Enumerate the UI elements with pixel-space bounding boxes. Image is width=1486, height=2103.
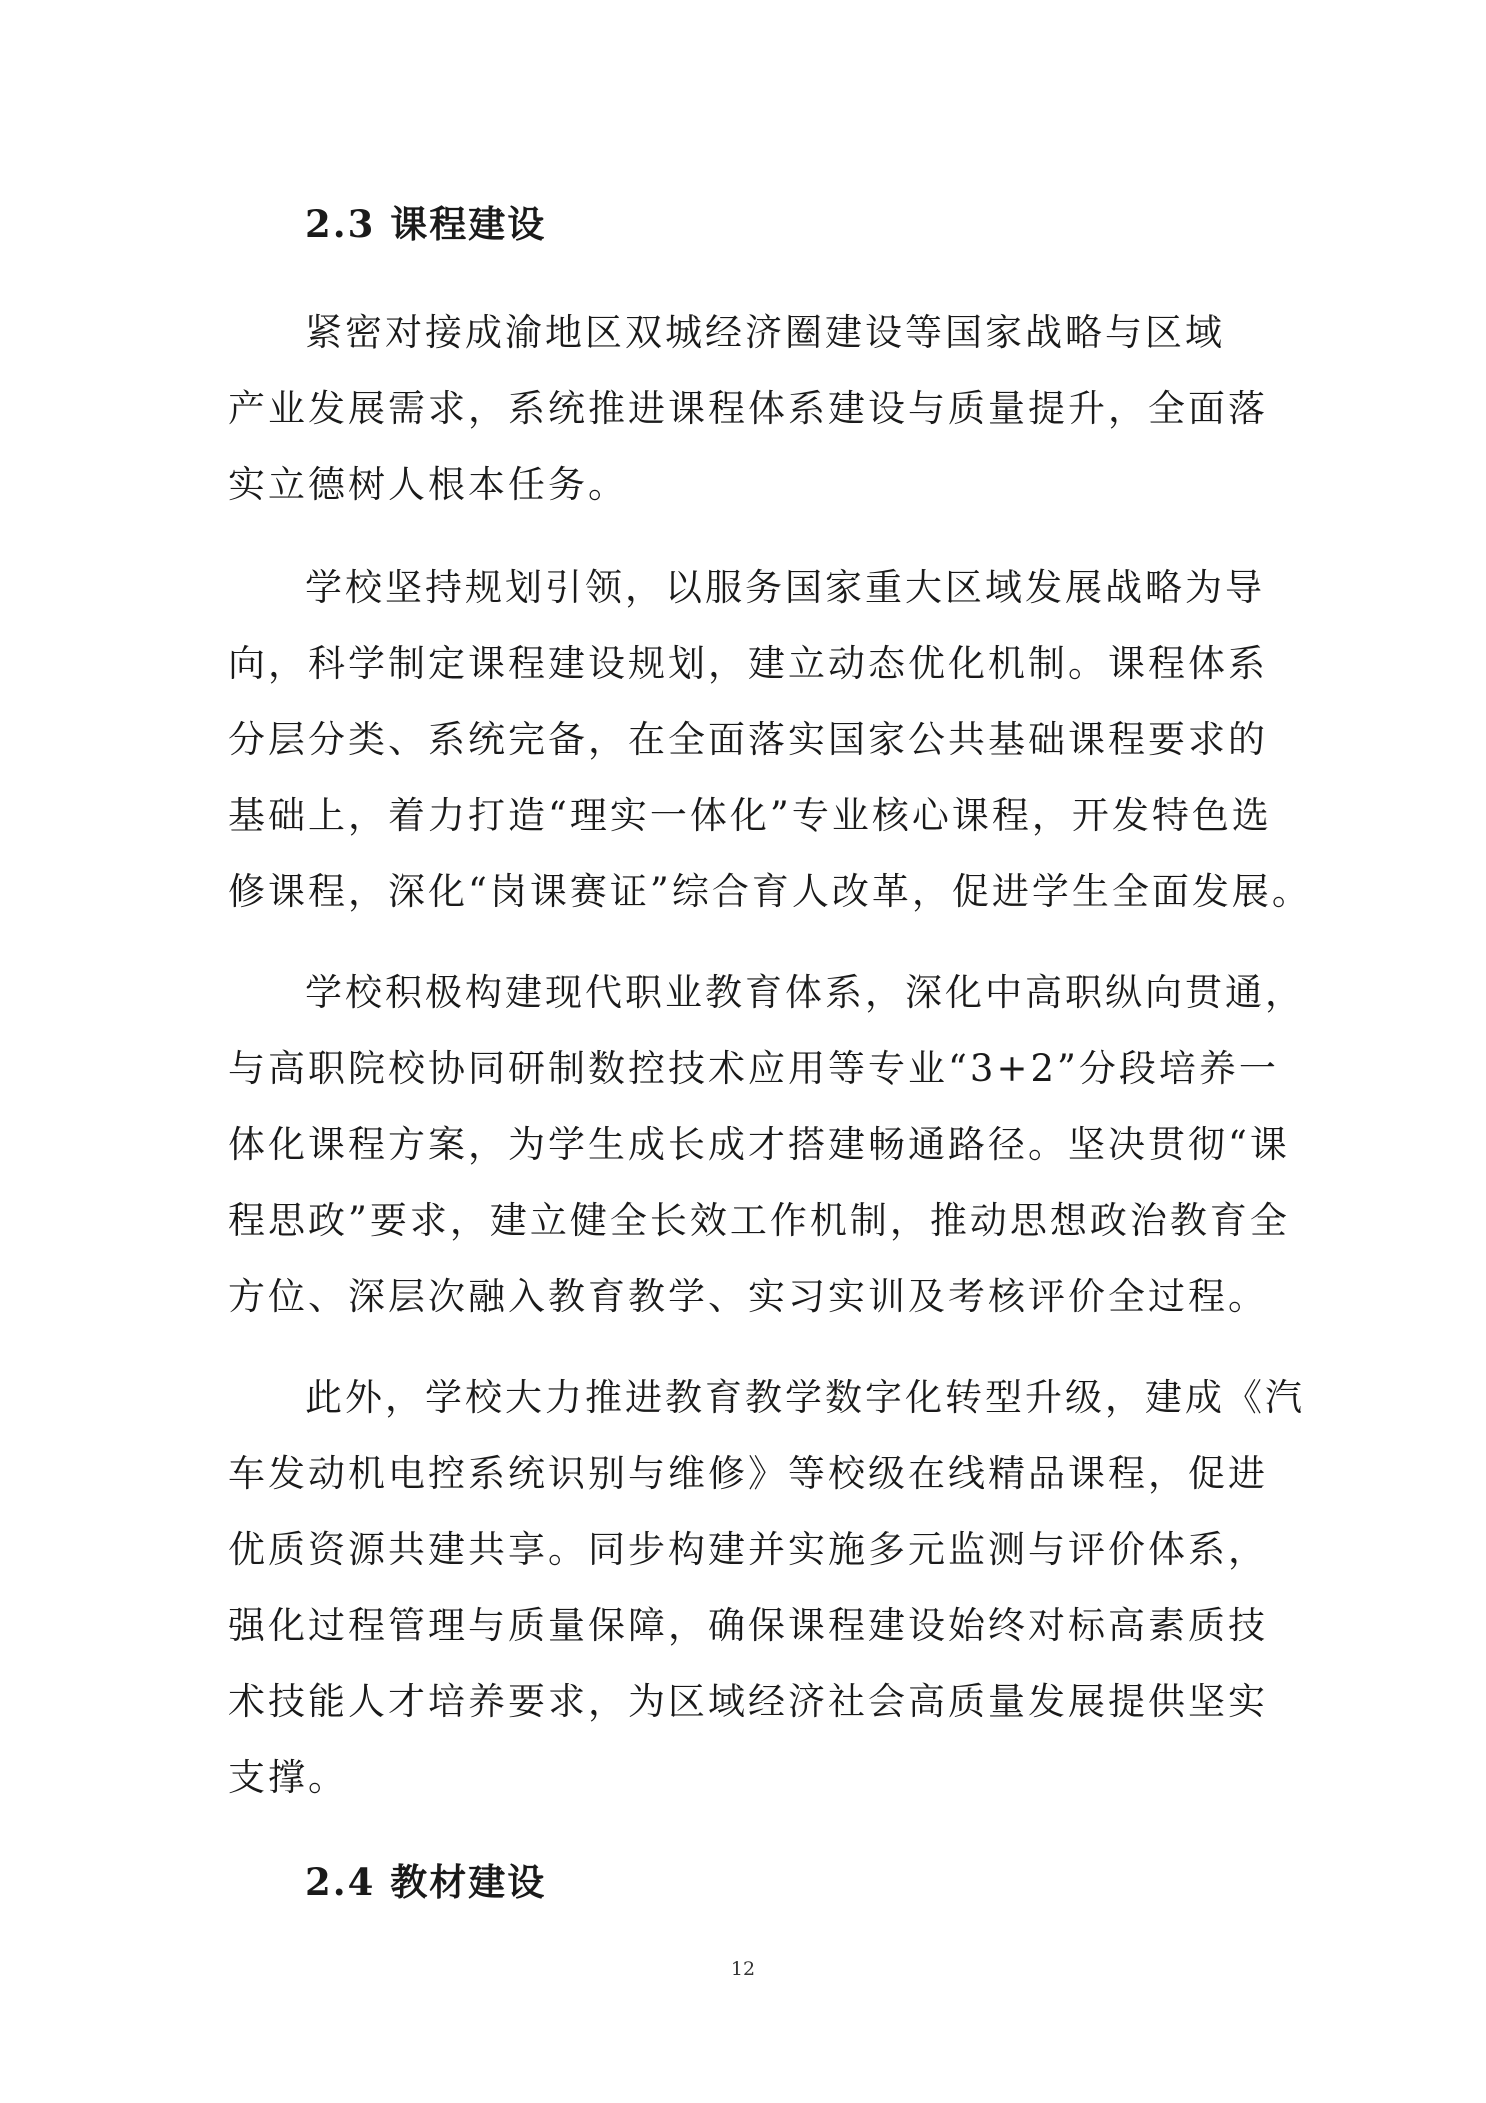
paragraph-line: 方位、深层次融入教育教学、实习实训及考核评价全过程。 <box>228 1275 1268 1318</box>
paragraph-line: 向，科学制定课程建设规划，建立动态优化机制。课程体系 <box>228 642 1268 685</box>
section-heading-course-construction: 2.3 课程建设 <box>305 202 547 246</box>
section-heading-textbook-construction: 2.4 教材建设 <box>305 1860 547 1904</box>
paragraph-line: 修课程，深化“岗课赛证”综合育人改革，促进学生全面发展。 <box>228 870 1312 913</box>
paragraph-line: 强化过程管理与质量保障，确保课程建设始终对标高素质技 <box>228 1604 1268 1647</box>
paragraph-line: 术技能人才培养要求，为区域经济社会高质量发展提供坚实 <box>228 1680 1268 1723</box>
paragraph-line: 基础上，着力打造“理实一体化”专业核心课程，开发特色选 <box>228 794 1272 837</box>
paragraph-line: 优质资源共建共享。同步构建并实施多元监测与评价体系， <box>228 1528 1268 1571</box>
paragraph-line: 此外，学校大力推进教育教学数字化转型升级，建成《汽 <box>305 1376 1305 1419</box>
paragraph-line: 支撑。 <box>228 1756 348 1799</box>
paragraph-line: 车发动机电控系统识别与维修》等校级在线精品课程，促进 <box>228 1452 1268 1495</box>
paragraph-line: 产业发展需求，系统推进课程体系建设与质量提升，全面落 <box>228 387 1268 430</box>
paragraph-line: 程思政”要求，建立健全长效工作机制，推动思想政治教育全 <box>228 1199 1290 1242</box>
paragraph-4 <box>228 1360 1305 1816</box>
paragraph-2 <box>228 550 1312 930</box>
paragraph-line: 紧密对接成渝地区双城经济圈建设等国家战略与区域 <box>305 311 1225 354</box>
paragraph-line: 学校积极构建现代职业教育体系，深化中高职纵向贯通， <box>305 971 1305 1014</box>
paragraph-line: 与高职院校协同研制数控技术应用等专业“3+2”分段培养一 <box>228 1047 1279 1090</box>
paragraph-line: 分层分类、系统完备，在全面落实国家公共基础课程要求的 <box>228 718 1268 761</box>
paragraph-3 <box>228 955 1305 1335</box>
page-number: 12 <box>730 1958 756 1980</box>
paragraph-1 <box>228 295 1268 523</box>
paragraph-line: 体化课程方案，为学生成长成才搭建畅通路径。坚决贯彻“课 <box>228 1123 1290 1166</box>
paragraph-line: 实立德树人根本任务。 <box>228 463 628 506</box>
paragraph-line: 学校坚持规划引领，以服务国家重大区域发展战略为导 <box>305 566 1265 609</box>
